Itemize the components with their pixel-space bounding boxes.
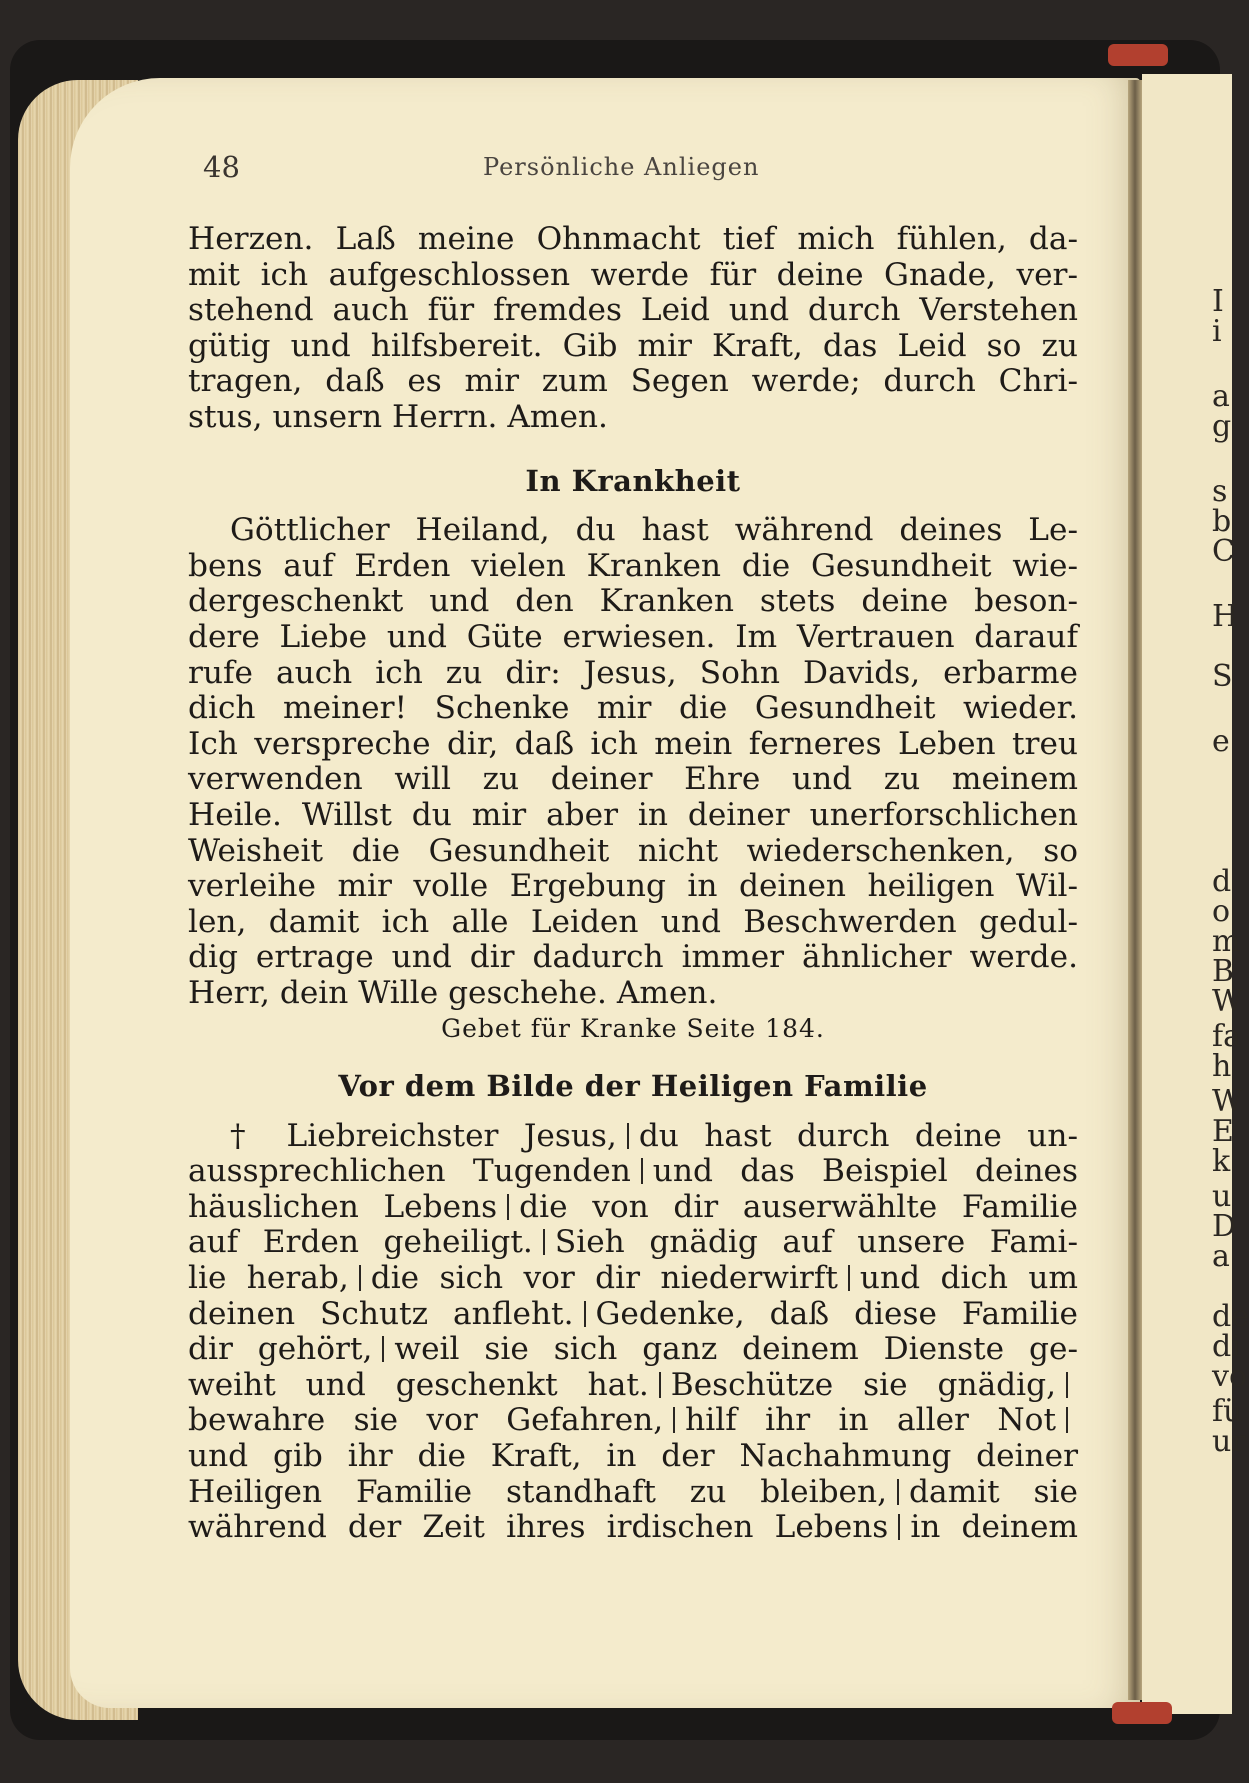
cross-reference-note: Gebet für Kranke Seite 184.	[441, 1014, 825, 1044]
pause-bar-icon	[641, 1158, 643, 1184]
next-page-fragment: d	[1212, 864, 1232, 899]
text-line: Weisheit die Gesundheit nicht wiederschenken, so	[188, 832, 1078, 869]
next-page-fragment: ur	[1212, 1424, 1246, 1459]
text-segment: dir gehört,	[188, 1331, 373, 1368]
text-line	[188, 1403, 1078, 1439]
prayer-heilige-familie	[188, 1119, 1078, 1546]
next-page-fragment: de	[1212, 1299, 1249, 1334]
text-segment: Sieh gnädig auf unsere Fami-	[554, 1224, 1079, 1261]
next-page-fragment: b	[1212, 504, 1232, 539]
text-segment: Gedenke, daß diese Familie	[595, 1295, 1079, 1332]
text-line	[188, 1475, 1078, 1511]
next-page-fragment: a	[1212, 1239, 1230, 1274]
text-line: verwenden will zu deiner Ehre und zu meinem	[188, 761, 1078, 798]
next-page-fragment: B	[1212, 954, 1235, 989]
next-page-fragment: fa	[1212, 1019, 1241, 1054]
text-segment: die von dir auserwählte Familie	[519, 1188, 1078, 1225]
next-page-fragment: u	[1212, 1179, 1232, 1214]
prayer-krankheit	[188, 513, 1078, 1011]
next-page-fragment: I	[1212, 284, 1224, 319]
next-page-fragment: e	[1212, 724, 1230, 759]
text-line: dig ertrage und dir dadurch immer ähnlicher werde.	[188, 939, 1078, 976]
text-line	[188, 1225, 1078, 1261]
text-line: stehend auch für fremdes Leid und durch Verstehen	[188, 292, 1078, 329]
text-line: rufe auch ich zu dir: Jesus, Sohn Davids, erbarme	[188, 654, 1078, 691]
text-segment: weil sie sich ganz deinem Dienste ge-	[394, 1331, 1078, 1368]
next-page-fragment: s	[1212, 474, 1228, 509]
pause-bar-icon	[382, 1336, 384, 1362]
next-page-fragment: C	[1212, 534, 1235, 569]
text-line: gütig und hilfsbereit. Gib mir Kraft, das Leid so zu	[188, 327, 1078, 364]
book-gutter	[1128, 80, 1142, 1700]
text-line: Ich verspreche dir, daß ich mein ferneres Leben treu	[188, 725, 1078, 762]
text-line: dich meiner! Schenke mir die Gesundheit wieder.	[188, 690, 1078, 727]
text-segment: während der Zeit ihres irdischen Lebens	[188, 1509, 889, 1546]
text-segment: bewahre sie vor Gefahren,	[188, 1402, 664, 1439]
pause-bar-icon	[1066, 1372, 1068, 1398]
text-line	[188, 1261, 1078, 1297]
text-segment: lie herab,	[188, 1260, 349, 1297]
ribbon-bookmark-icon	[1108, 44, 1168, 66]
pause-bar-icon	[507, 1194, 509, 1220]
pause-bar-icon	[584, 1301, 586, 1327]
text-line	[188, 1510, 1078, 1546]
text-line: dere Liebe und Güte erwiesen. Im Vertrauen darauf	[188, 618, 1078, 655]
next-page-fragment: m	[1212, 924, 1241, 959]
text-line: Heile. Willst du mir aber in deiner unerforschlichen	[188, 796, 1078, 833]
text-segment: auf Erden geheiligt.	[188, 1224, 533, 1261]
next-page-fragment: D	[1212, 1209, 1237, 1244]
text-line	[188, 1297, 1078, 1333]
pause-bar-icon	[848, 1265, 850, 1291]
text-segment: Heiligen Familie standhaft zu bleiben,	[188, 1473, 888, 1510]
next-page-fragment: vo	[1212, 1359, 1248, 1394]
text-segment: damit sie	[909, 1473, 1078, 1510]
text-line: Herr, dein Wille geschehe. Amen.	[188, 974, 718, 1011]
page-header	[203, 150, 1103, 190]
text-line: len, damit ich alle Leiden und Beschwerden gedul-	[188, 903, 1078, 940]
pause-bar-icon	[673, 1407, 675, 1433]
text-line	[188, 1190, 1078, 1226]
text-segment: und gib ihr die Kraft, in der Nachahmung deiner	[188, 1438, 1078, 1474]
pause-bar-icon	[897, 1479, 899, 1505]
text-segment: Beschütze sie gnädig,	[670, 1366, 1056, 1403]
next-page-fragment: a	[1212, 379, 1230, 414]
next-page-fragment: H	[1212, 599, 1239, 634]
text-segment: hilf ihr in aller Not	[685, 1402, 1056, 1439]
text-column	[188, 222, 1078, 1546]
text-line: mit ich aufgeschlossen werde für deine Gnade, ver-	[188, 256, 1078, 293]
pause-bar-icon	[543, 1229, 545, 1255]
running-head: Persönliche Anliegen	[483, 153, 760, 181]
intro-paragraph	[188, 222, 1078, 436]
next-page-fragment: di	[1212, 1329, 1241, 1364]
text-segment: die sich vor dir niederwirft	[370, 1260, 838, 1297]
pause-bar-icon	[659, 1372, 661, 1398]
section-heading-krankheit: In Krankheit	[525, 463, 741, 498]
text-line: bens auf Erden vielen Kranken die Gesundheit wie-	[188, 547, 1078, 584]
text-line: Herzen. Laß meine Ohnmacht tief mich fühlen, da-	[188, 221, 1078, 257]
text-line	[188, 1332, 1078, 1368]
text-segment: und dich um	[859, 1260, 1078, 1297]
pause-bar-icon	[1066, 1407, 1068, 1433]
text-segment: deinen Schutz anfleht.	[188, 1295, 574, 1332]
pause-bar-icon	[898, 1514, 900, 1540]
text-segment: in deinem	[910, 1509, 1078, 1546]
pause-bar-icon	[359, 1265, 361, 1291]
ribbon-bookmark-bottom-icon	[1112, 1702, 1172, 1724]
next-page-edge	[1142, 74, 1249, 1714]
text-line	[188, 1368, 1078, 1404]
next-page-fragment: W	[1212, 1084, 1243, 1119]
next-page-fragment: h	[1212, 1049, 1232, 1084]
text-line	[188, 1154, 1078, 1190]
next-page-fragment: i	[1212, 314, 1222, 349]
text-line: tragen, daß es mir zum Segen werde; durch Chri-	[188, 363, 1078, 400]
text-line	[188, 1119, 1078, 1155]
next-page-fragment: g	[1212, 409, 1232, 444]
section-heading-heilige-familie: Vor dem Bilde der Heiligen Familie	[338, 1069, 928, 1104]
next-page-fragment: fü	[1212, 1394, 1243, 1429]
text-segment: häuslichen Lebens	[188, 1188, 498, 1225]
next-page-fragment: k	[1212, 1144, 1231, 1179]
text-line: stus, unsern Herrn. Amen.	[188, 398, 608, 435]
page-number: 48	[203, 150, 240, 184]
next-page-fragment: o	[1212, 894, 1231, 929]
text-segment: † Liebreichster Jesus,	[230, 1117, 617, 1154]
text-segment: du hast durch deine un-	[638, 1117, 1078, 1154]
next-page-fragment: E	[1212, 1114, 1234, 1149]
text-line: verleihe mir volle Ergebung in deinen heiligen Wil-	[188, 868, 1078, 905]
next-page-fragment: W	[1212, 984, 1243, 1019]
text-line: Göttlicher Heiland, du hast während deines Le-	[230, 512, 1078, 549]
text-line: dergeschenkt und den Kranken stets deine beson-	[188, 583, 1078, 620]
text-line	[188, 1439, 1078, 1475]
text-segment: weiht und geschenkt hat.	[188, 1366, 649, 1403]
text-segment: und das Beispiel deines	[652, 1153, 1078, 1190]
pause-bar-icon	[627, 1123, 629, 1149]
next-page-fragment: S	[1212, 659, 1233, 694]
text-segment: aussprechlichen Tugenden	[188, 1153, 631, 1190]
